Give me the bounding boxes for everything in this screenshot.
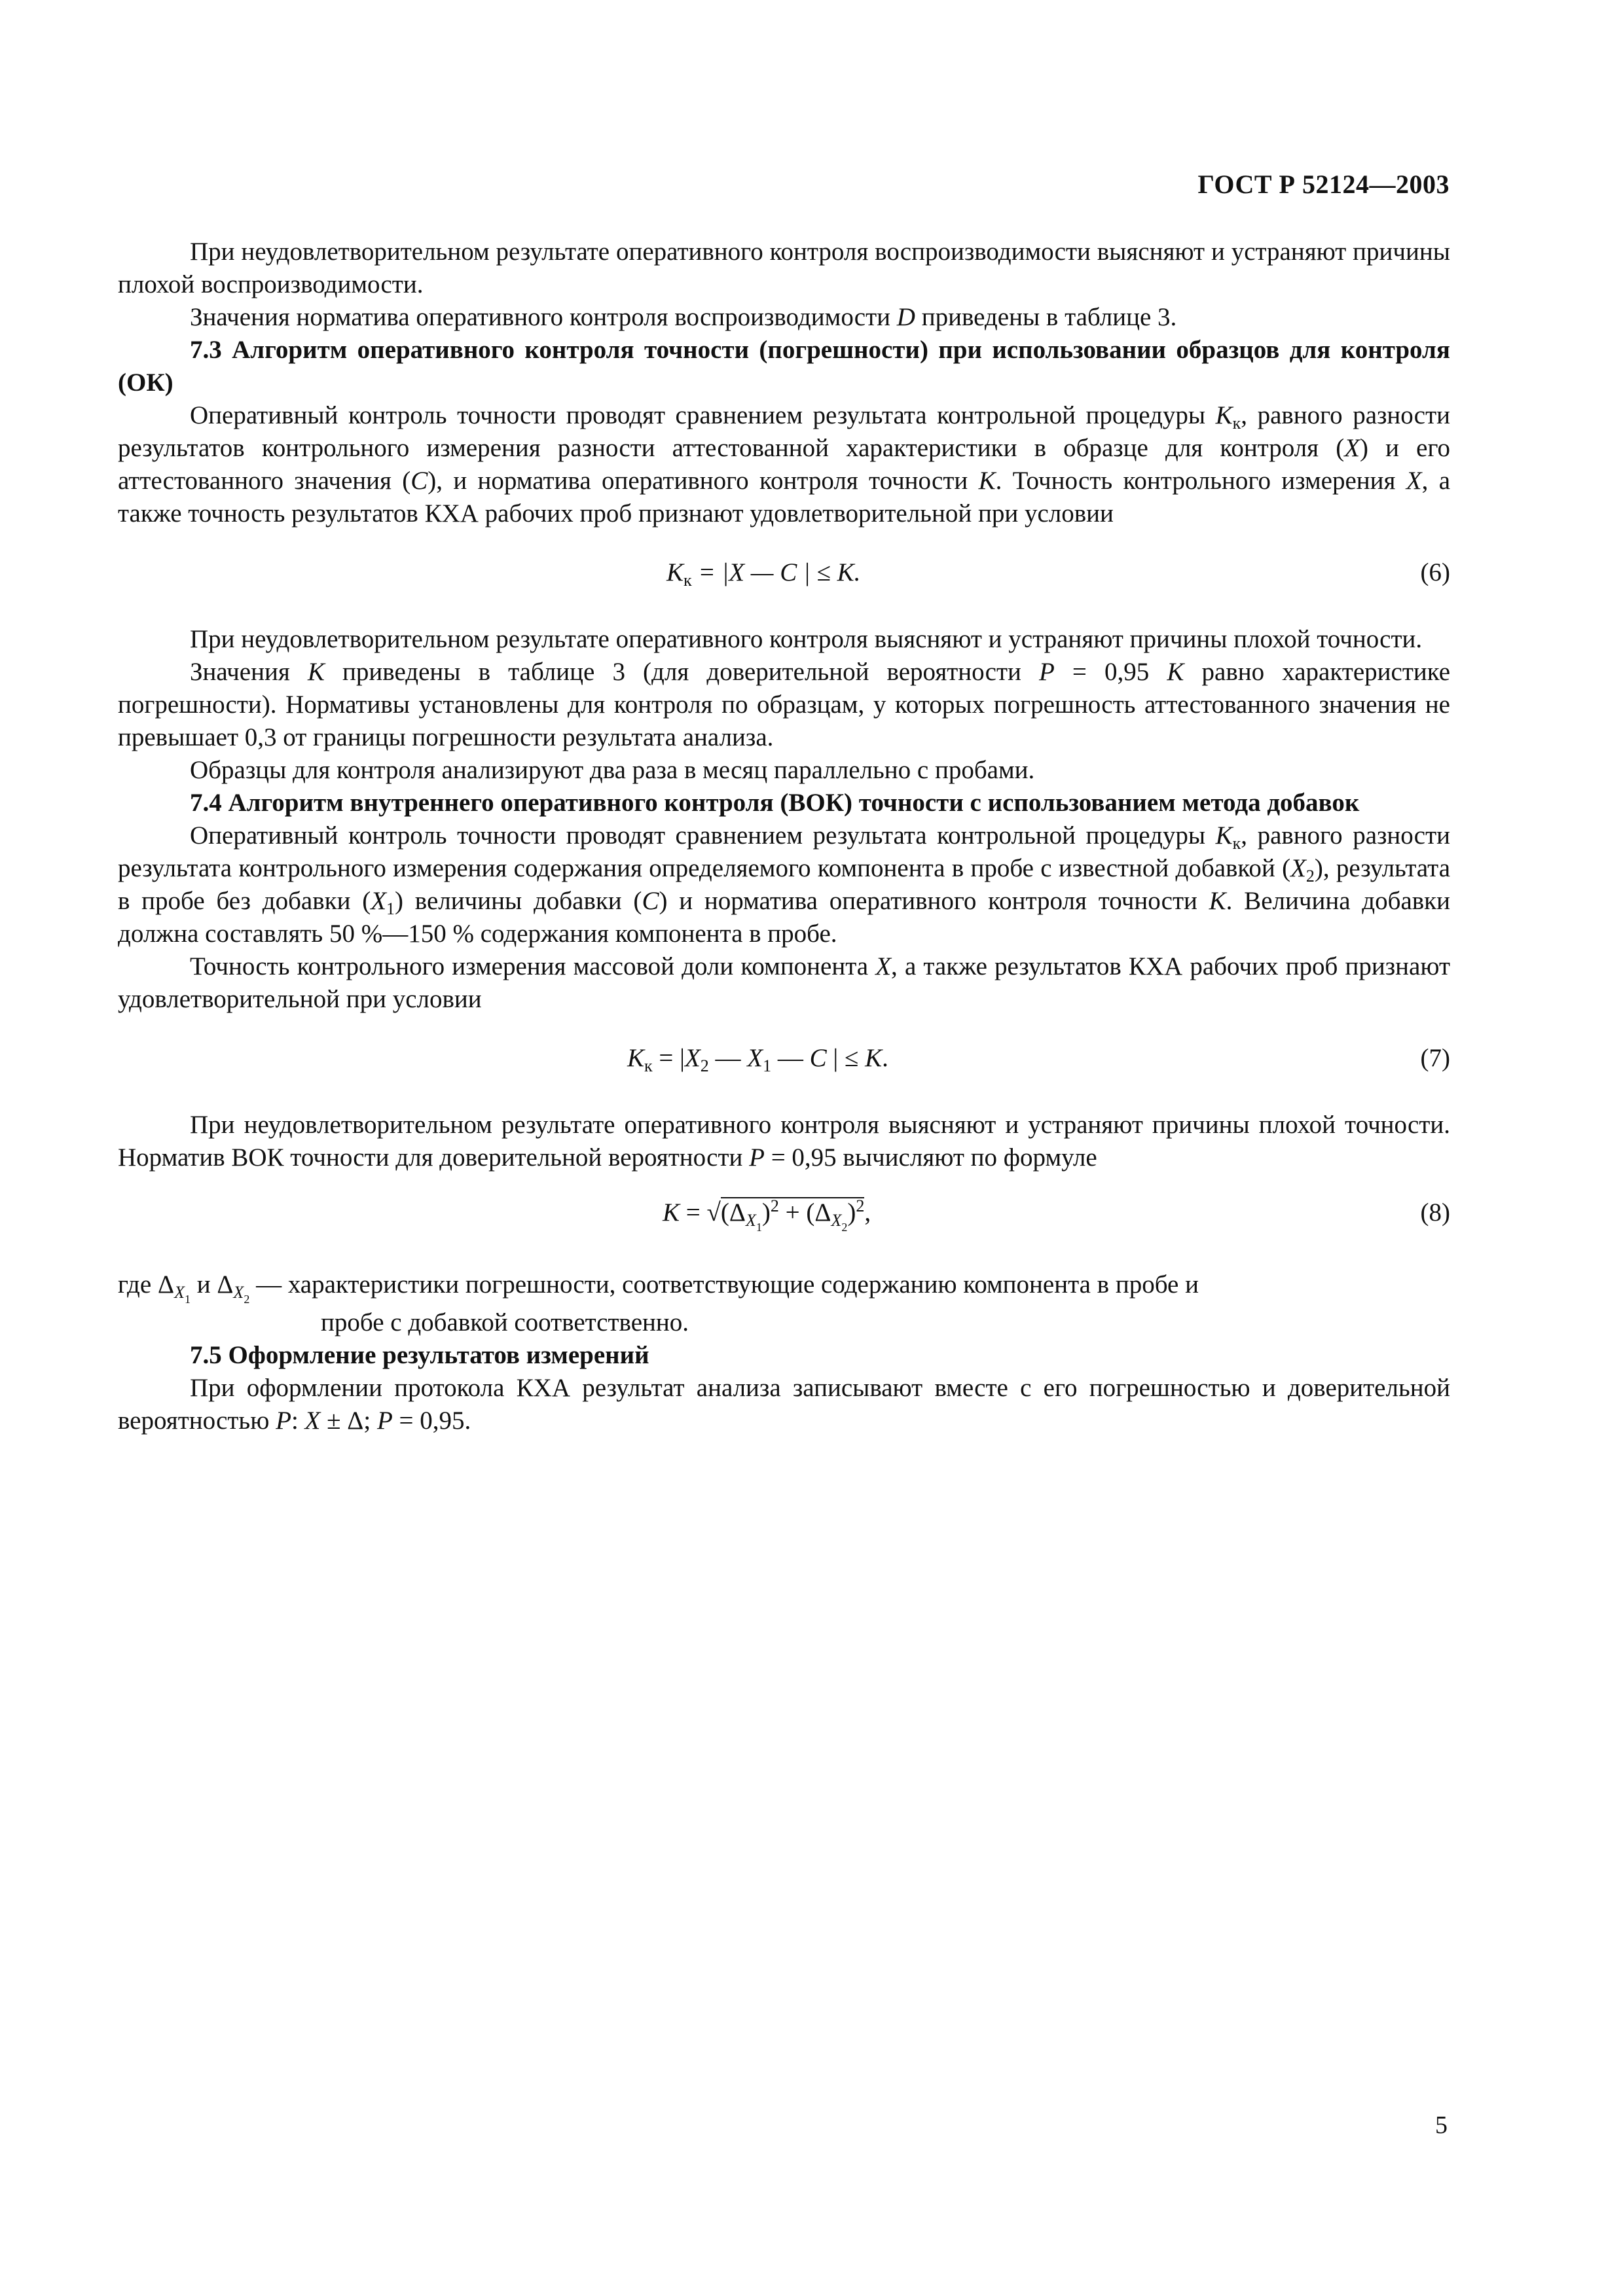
paragraph: Значения K приведены в таблице 3 (для доверительной вероятности P = 0,95 K равно характеристике погрешности). Нормативы установлены для контроля по образцам, у которых погрешность аттестованного значения не превышает 0,3 от границы погрешности результата анализа. bbox=[118, 658, 1451, 751]
paragraph: При неудовлетворительном результате оперативного контроля воспроизводимости выясняют и устраняют причины плохой воспроизводимости. bbox=[118, 238, 1450, 298]
paragraph: При неудовлетворительном результате оперативного контроля выясняют и устраняют причины плохой точности. Норматив ВОК точности для доверительной вероятности P = 0,95 вычисляют по формуле bbox=[118, 1111, 1450, 1172]
page-number: 5 bbox=[1435, 2111, 1448, 2139]
formula-explanation-continued: пробе с добавкой соответственно. bbox=[321, 1308, 689, 1336]
paragraph: При неудовлетворительном результате оперативного контроля выясняют и устраняют причины плохой точности. bbox=[190, 625, 1423, 653]
section-heading-7-3: 7.3 Алгоритм оперативного контроля точности (погрешности) при использовании образцов для контроля (ОК) bbox=[118, 336, 1450, 397]
paragraph: Точность контрольного измерения массовой доли компонента X, а также результатов КХА рабочих проб признают удовлетворительной при условии bbox=[118, 952, 1450, 1013]
formula-explanation: где $\Delta_{X_1}$ и $\Delta_{X_2}$ — характеристики погрешности, соответствующие содержанию компонента в пробе и bbox=[118, 1270, 1199, 1306]
formula-8: $K = √(\Delta_{X_1})^2 + (\Delta_{X_2})^2$, (8) bbox=[663, 1196, 1450, 1234]
document-header: ГОСТ Р 52124—2003 bbox=[1197, 170, 1450, 199]
formula-6: $K_к = |X$ — C | ≤ K. (6) bbox=[118, 556, 1450, 589]
formula-7: $K_к = |X_2$ — $X_1$ — C | ≤ K. (7) bbox=[118, 1042, 1450, 1075]
paragraph: Оперативный контроль точности проводят сравнением результата контрольной процедуры $K_к$, равного разности результата контрольного измерения содержания определяемого компонента в пробе с известной добавкой $(X_2)$, результата в пробе без добавки $(X_1)$ величины добавки (C) и норматива оперативного контроля точности K. Величина добавки должна составлять 50 %—150 % содержания компонента в пробе. bbox=[118, 821, 1451, 948]
formula-number: (6) bbox=[1420, 558, 1450, 586]
formula-number: (7) bbox=[1420, 1044, 1450, 1072]
paragraph: При оформлении протокола КХА результат анализа записывают вместе с его погрешностью и доверительной вероятностью P: X ± Δ; P = 0,95. bbox=[118, 1374, 1450, 1435]
section-heading-7-5: 7.5 Оформление результатов измерений bbox=[190, 1341, 649, 1369]
section-heading-7-4: 7.4 Алгоритм внутреннего оперативного контроля (ВОК) точности с использованием метода добавок bbox=[190, 789, 1360, 817]
paragraph: Образцы для контроля анализируют два раза в месяц параллельно с пробами. bbox=[190, 756, 1035, 784]
document-body bbox=[118, 236, 1450, 1437]
paragraph: Оперативный контроль точности проводят сравнением результата контрольной процедуры $K_к$, равного разности результатов контрольного измерения разности аттестованной характеристики в образце для контроля (X) и его аттестованного значения (C), и норматива оперативного контроля точности K. Точность контрольного измерения X, а также точность результатов КХА рабочих проб признают удовлетворительной при условии bbox=[118, 401, 1451, 528]
formula-number: (8) bbox=[1420, 1198, 1450, 1227]
paragraph: Значения норматива оперативного контроля воспроизводимости D приведены в таблице 3. bbox=[190, 303, 1177, 331]
